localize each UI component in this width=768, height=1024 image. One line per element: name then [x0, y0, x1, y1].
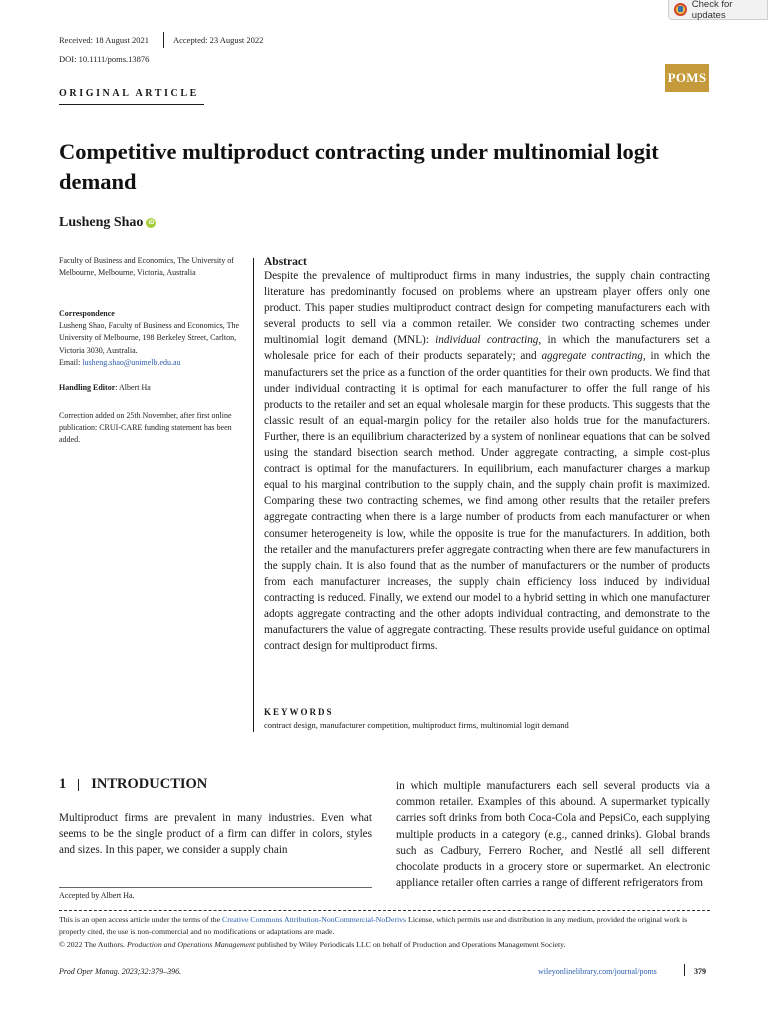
- section-divider: [78, 779, 79, 791]
- footnote-rule: [59, 887, 372, 888]
- abstract-text-2: , in which the manufacturers set a wholesale price for each of their products separately; and: [264, 334, 710, 363]
- intro-column-2: in which multiple manufacturers each sell several products via a common retailer. Examples of this abound. A supermarket typically carries soft drinks from both Coca-Cola and PepsiCo, each supplying multiple products in a category (e.g., canned drinks). Global brands such as Cadbury, Ferrero Rocher, and Nestlé all sell different chocolate products in a grocery store or supermarket. An electronic appliance retailer often carries a range of different refrigerators from: [396, 780, 710, 890]
- check-for-updates-button[interactable]: [668, 0, 768, 20]
- meta-divider: [163, 32, 164, 48]
- license-pre: This is an open access article under the terms of the: [59, 915, 223, 924]
- keywords-heading: KEYWORDS: [264, 707, 334, 717]
- email-label: Email:: [59, 357, 83, 367]
- article-type: ORIGINAL ARTICLE: [59, 88, 199, 99]
- journal-logo: POMS: [665, 64, 709, 92]
- accepted-date: Accepted: 23 August 2022: [173, 35, 264, 45]
- copyright-pre: © 2022 The Authors.: [59, 939, 127, 949]
- affiliation: Faculty of Business and Economics, The University of Melbourne, Melbourne, Victoria, Australia: [59, 256, 234, 278]
- article-title: Competitive multiproduct contracting under multinomial logit demand: [59, 139, 659, 194]
- correspondence-text: Lusheng Shao, Faculty of Business and Economics, The University of Melbourne, 198 Berkeley Street, Carlton, Victoria 3030, Australia.: [59, 321, 240, 355]
- license-link[interactable]: Creative Commons Attribution-NonCommercial-NoDerivs: [222, 915, 407, 924]
- page-number: 379: [694, 967, 706, 976]
- footer-url[interactable]: wileyonlinelibrary.com/journal/poms: [538, 967, 657, 976]
- abstract-term-aggregate: aggregate contracting: [541, 350, 643, 363]
- crossmark-icon: [674, 3, 687, 16]
- handling-editor-name: : Albert Ha: [115, 383, 151, 392]
- copyright-journal: Production and Operations Management: [126, 939, 256, 949]
- section-heading: [59, 776, 207, 793]
- received-date: Received: 18 August 2021: [59, 35, 149, 45]
- handling-editor-label: Handling Editor: [59, 383, 116, 392]
- check-for-updates-label: Check for updates: [691, 0, 733, 21]
- handling-editor: [59, 382, 244, 394]
- author-name: Lusheng Shao: [59, 215, 144, 230]
- keywords-list: contract design, manufacturer competition, multiproduct firms, multinomial logit demand: [264, 720, 569, 730]
- correspondence-heading: Correspondence: [59, 309, 115, 318]
- abstract-text-1: Despite the prevalence of multiproduct firms in many industries, the supply chain contracting literature has predominantly focused on problems where an upstream player offers only one product. This paper studies multiproduct contract design for competing manufacturers each with several products to sell via a common retailer. We consider two contracting schemes under multinomial logit demand (MNL):: [264, 270, 710, 347]
- email-link[interactable]: lusheng.shao@unimelb.edu.au: [82, 357, 181, 367]
- article-type-underline: [59, 104, 204, 105]
- license-divider: [59, 910, 710, 911]
- license-post: License, which permits use and distribution in any medium, provided the original work is properly cited, the use is non-commercial and no modifications or adaptations are made.: [59, 915, 688, 937]
- doi: DOI: 10.1111/poms.13876: [59, 54, 150, 64]
- abstract-body: [264, 268, 710, 654]
- footer-citation: Prod Oper Manag. 2023;32:379–396.: [59, 967, 182, 976]
- abstract-text-3: , in which the manufacturers set the price as a function of the order quantities for their own products. We find that under individual contracting it is optimal for each manufacturer to offer the full range of his products to the retailer and set an equal wholesale margin for these products. This suggests that the classic result of an equal-margin policy for the retailer also holds true for the manufacturers. Further, there is an equilibrium characterized by a system of nonlinear equations that can be solved using the standard bisection search method. Under aggregate contracting, a simple cost-plus contract is optimal for the manufacturers. In equilibrium, each manufacturer charges a markup equal to his marginal contribution to the supply chain, and the supply chain profit is maximized. Comparing these two contracting schemes, we find among other results that the retailer prefers aggregate contracting when there is a large number of products from each manufacturer or when consumer heterogeneity is low, while the opposite is true for the manufacturers. In addition, both the retailer and the manufacturers prefer aggregate contracting when there are few manufacturers in the supply chain. It is also found that as the number of manufacturers or the number of products from each manufacturer increases, the supply chain efficiency loss induced by individual contracting is reduced. Finally, we extend our model to a hybrid setting in which one manufacturer adopts aggregate contracting and the other adopts individual contracting, and demonstrate to the manufacturers the value of aggregate contracting. These results provide useful guidance on optimal contract design for multiproduct firms.: [264, 350, 710, 653]
- orcid-icon[interactable]: iD: [148, 220, 155, 226]
- abstract-term-individual: individual contracting: [435, 334, 539, 347]
- footer-divider: [684, 964, 685, 976]
- correction-note: Correction added on 25th November, after first online publication: CRUI-CARE funding statement has been added.: [59, 411, 232, 445]
- abstract-heading: Abstract: [264, 256, 307, 268]
- intro-column-1: Multiproduct firms are prevalent in many industries. Even what seems to be the single product of a firm can differ in colors, styles and sizes. In this paper, we consider a supply chain: [59, 812, 372, 857]
- correspondence: [59, 308, 244, 369]
- footnote: Accepted by Albert Ha.: [59, 891, 135, 900]
- section-number: 1: [59, 776, 67, 792]
- author: [59, 215, 156, 231]
- abstract-rule: [253, 258, 254, 732]
- license-text: [59, 914, 710, 951]
- copyright-post: published by Wiley Periodicals LLC on behalf of Production and Operations Management Society.: [255, 939, 566, 949]
- section-title: INTRODUCTION: [91, 776, 208, 792]
